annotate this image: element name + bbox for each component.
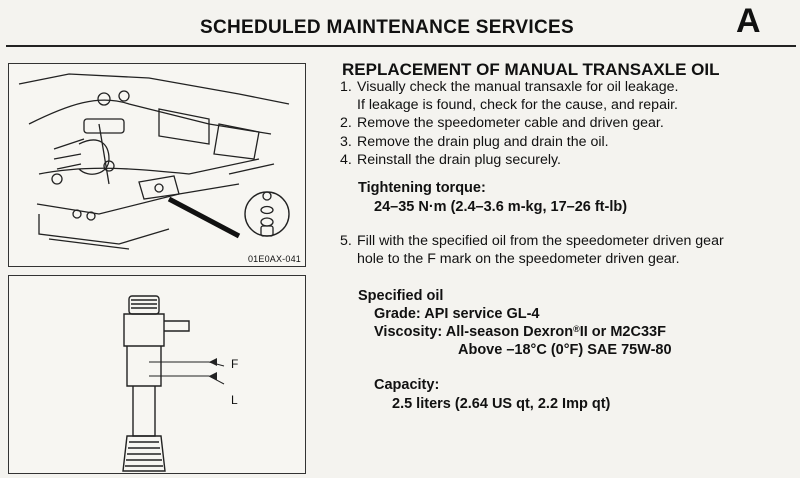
- transaxle-illustration: [9, 64, 305, 266]
- figure-code: 01E0AX-041: [247, 254, 301, 264]
- step-text: Visually check the manual transaxle for oil leakage.: [357, 79, 679, 95]
- viscosity-value-pre: All-season Dexron: [445, 324, 574, 340]
- viscosity-line-2: Above –18°C (0°F) SAE 75W-80: [458, 342, 672, 358]
- step-item: [340, 96, 780, 114]
- figure-speedometer-driven-gear: [8, 275, 306, 474]
- step-number: 1.: [340, 79, 352, 95]
- step-item: [340, 114, 780, 132]
- step-text: Remove the speedometer cable and driven gear.: [357, 115, 664, 132]
- step-5: [340, 232, 790, 268]
- step-item: [340, 232, 790, 250]
- speedometer-gear-illustration: [9, 276, 305, 473]
- step-item: [340, 133, 780, 151]
- grade-line: [374, 306, 540, 322]
- section-title: REPLACEMENT OF MANUAL TRANSAXLE OIL: [342, 60, 720, 79]
- step-number: [340, 96, 357, 114]
- viscosity-label: Viscosity:: [374, 324, 443, 340]
- grade-label: Grade:: [374, 306, 421, 322]
- step-number: 2.: [340, 115, 352, 132]
- step-item: [340, 78, 780, 96]
- step-number: 3.: [340, 133, 352, 150]
- torque-label: Tightening torque:: [358, 180, 486, 196]
- step-number: 4.: [340, 151, 352, 168]
- viscosity-value-post: II or M2C33F: [579, 324, 666, 340]
- step-indent: [340, 250, 357, 268]
- step-item: [340, 151, 780, 169]
- capacity-value: 2.5 liters (2.64 US qt, 2.2 Imp qt): [392, 396, 611, 412]
- procedure-steps: [340, 78, 780, 169]
- step-item: [340, 250, 790, 268]
- step-text: If leakage is found, check for the cause, and repair.: [357, 97, 678, 114]
- torque-value: 24–35 N·m (2.4–3.6 m-kg, 17–26 ft-lb): [374, 199, 628, 215]
- step-text: Reinstall the drain plug securely.: [357, 151, 561, 168]
- f-mark-label: F: [231, 357, 239, 371]
- page-header-title: SCHEDULED MAINTENANCE SERVICES: [200, 17, 574, 38]
- registered-mark: ®: [573, 324, 580, 334]
- capacity-label: Capacity:: [374, 377, 440, 393]
- figure-transaxle-drain-plug: [8, 63, 306, 267]
- section-letter: A: [736, 2, 761, 40]
- viscosity-line: [374, 324, 666, 340]
- specified-oil-label: Specified oil: [358, 288, 444, 304]
- step-text: Remove the drain plug and drain the oil.: [357, 133, 609, 150]
- l-mark-label: L: [231, 393, 238, 407]
- step-text: Fill with the specified oil from the speedometer driven gear: [357, 233, 724, 249]
- grade-value: API service GL-4: [424, 306, 540, 322]
- header-divider: [6, 45, 796, 47]
- step-text: hole to the F mark on the speedometer driven gear.: [357, 251, 680, 268]
- step-number: 5.: [340, 233, 352, 249]
